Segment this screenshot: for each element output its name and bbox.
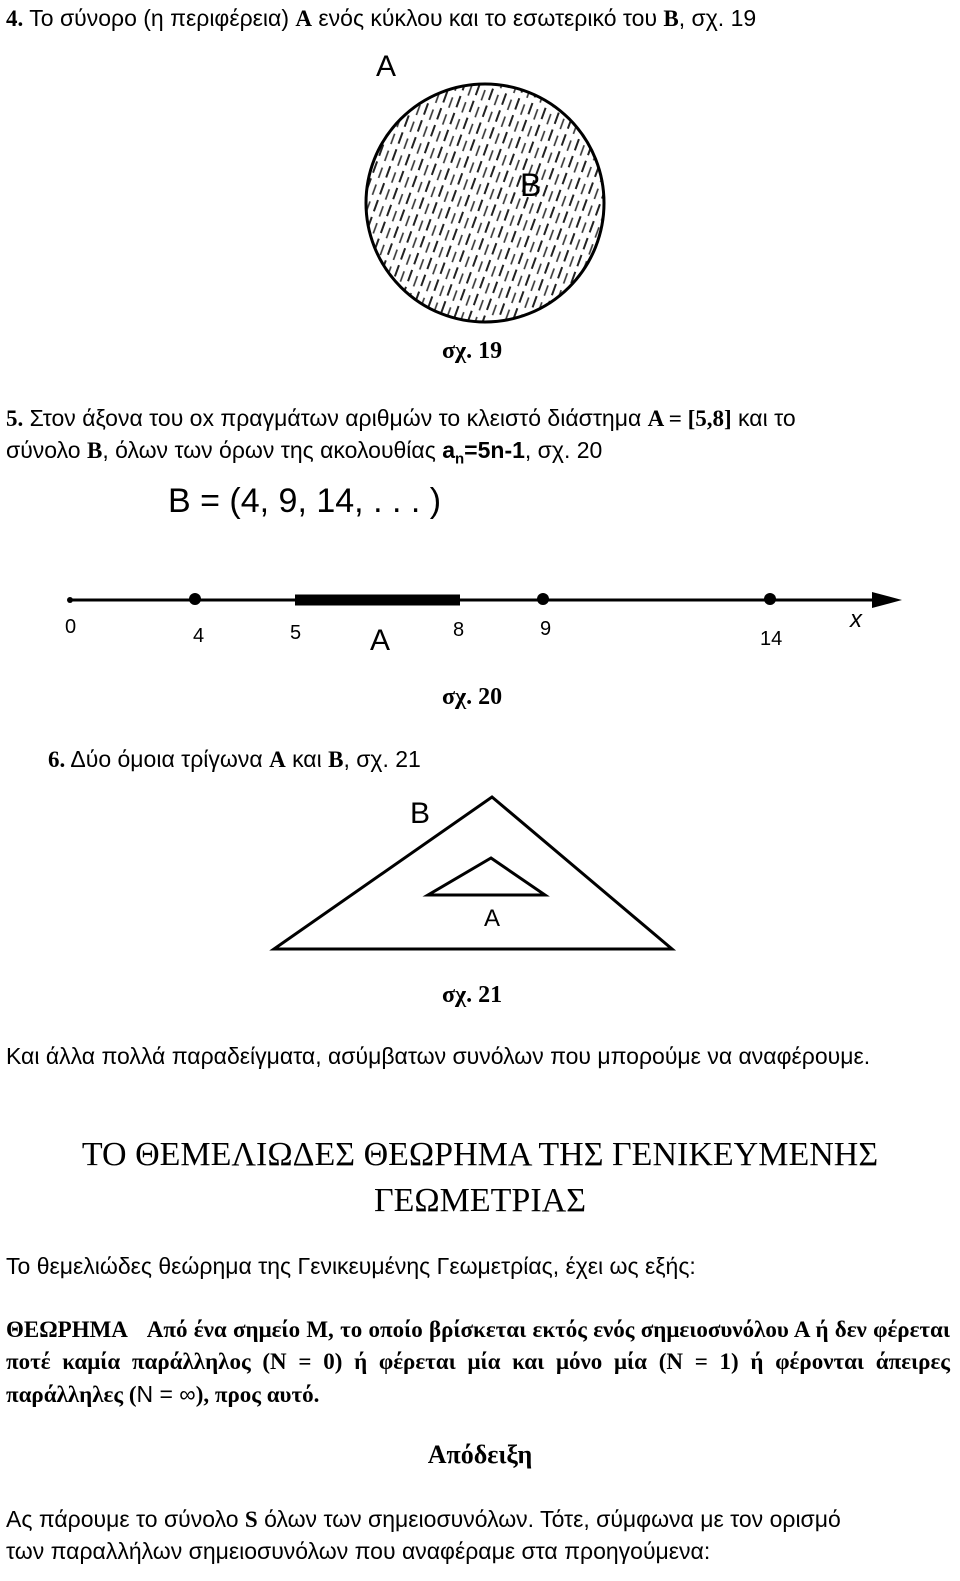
item-6 bbox=[48, 743, 421, 776]
caption-fig-19: σχ. 19 bbox=[442, 338, 503, 364]
item-text: , σχ. 20 bbox=[524, 437, 603, 463]
set-b: B bbox=[86, 438, 103, 463]
point-14 bbox=[764, 593, 776, 605]
interval-label: A bbox=[370, 624, 391, 657]
item-4 bbox=[6, 2, 756, 35]
item-text: Δύο όμοια τρίγωνα bbox=[65, 746, 270, 772]
proof-line-2: των παραλλήλων σημειοσυνόλων που αναφέραμε στα προηγούμενα: bbox=[6, 1538, 711, 1564]
item-text: Στον άξονα του οx πραγμάτων αριθμών το κλειστό διάστημα bbox=[23, 405, 648, 431]
item-text: , σχ. 21 bbox=[343, 746, 421, 772]
label-a: A bbox=[376, 50, 397, 83]
item-text: Το σύνορο (η περιφέρεια) bbox=[29, 5, 296, 31]
item-text: ενός κύκλου και το εσωτερικό του bbox=[312, 5, 664, 31]
arrow-icon bbox=[872, 592, 902, 608]
tick-label: 9 bbox=[540, 618, 552, 640]
set-s: S bbox=[244, 1507, 258, 1532]
figure-20-number-line bbox=[40, 470, 920, 670]
item-5-line-1 bbox=[6, 402, 796, 435]
interval-a: A = [5,8] bbox=[647, 406, 732, 431]
set-b-definition: B = (4, 9, 14, . . . ) bbox=[168, 482, 442, 520]
sequence-symbol: a bbox=[442, 437, 455, 463]
caption-fig-21: σχ. 21 bbox=[442, 982, 503, 1008]
triangle-b: B bbox=[328, 747, 344, 772]
item-text: , σχ. 19 bbox=[678, 5, 757, 31]
theorem-label: ΘΕΩΡΗΜΑ bbox=[6, 1317, 128, 1342]
origin-tick bbox=[67, 597, 73, 603]
item-number: 6. bbox=[48, 747, 66, 772]
tick-label: 14 bbox=[760, 628, 783, 650]
triangle-a: A bbox=[269, 747, 286, 772]
figure-19-circle bbox=[340, 50, 630, 330]
label-b: B bbox=[520, 167, 542, 203]
sequence-subscript: n bbox=[455, 450, 465, 468]
point-4 bbox=[189, 593, 201, 605]
proof-text: Ας πάρουμε το σύνολο bbox=[6, 1506, 245, 1532]
item-number: 5. bbox=[6, 406, 24, 431]
theorem-text: Από ένα σημείο Μ, το οποίο βρίσκεται εκτός ενός σημειοσυνόλου Α ή δεν φέρεται ποτέ καμία παράλληλος (Ν = 0) ή φέρεται μία και μόνο μία (Ν = 1) ή φέρονται άπειρες παράλληλες ( bbox=[6, 1317, 950, 1407]
sequence-formula: =5n-1 bbox=[464, 437, 525, 463]
proof-title: Απόδειξη bbox=[427, 1440, 533, 1469]
set-a: A bbox=[295, 6, 313, 31]
caption-fig-20: σχ. 20 bbox=[442, 684, 503, 710]
circle-boundary bbox=[366, 84, 604, 322]
proof-line-1 bbox=[6, 1503, 841, 1536]
closing-line: Και άλλα πολλά παραδείγματα, ασύμβατων συνόλων που μπορούμε να αναφέρουμε. bbox=[6, 1043, 871, 1069]
axis-label: x bbox=[850, 606, 862, 633]
proof-text: όλων των σημειοσυνόλων. Τότε, σύμφωνα με τον ορισμό bbox=[257, 1506, 841, 1532]
theorem-block bbox=[6, 1314, 950, 1411]
point-9 bbox=[537, 593, 549, 605]
label-b: B bbox=[410, 797, 431, 830]
item-text: και το bbox=[731, 405, 796, 431]
item-number: 4. bbox=[6, 6, 24, 31]
intro-line: Το θεμελιώδες θεώρημα της Γενικευμένης Γεωμετρίας, έχει ως εξής: bbox=[6, 1253, 696, 1279]
item-text: σύνολο bbox=[6, 437, 87, 463]
triangle-b-outline bbox=[274, 797, 672, 949]
theorem-text: ), προς αυτό. bbox=[195, 1382, 320, 1407]
item-text: , όλων των όρων της ακολουθίας bbox=[102, 437, 443, 463]
set-b: B bbox=[663, 6, 679, 31]
tick-label: 4 bbox=[193, 625, 205, 647]
theorem-formula: N = ∞ bbox=[136, 1381, 196, 1407]
tick-label: 8 bbox=[453, 619, 465, 641]
item-text: και bbox=[285, 746, 329, 772]
label-a: A bbox=[484, 905, 501, 932]
section-heading-line-2: ΓΕΩΜΕΤΡΙΑΣ bbox=[373, 1182, 587, 1219]
tick-label: 0 bbox=[65, 616, 77, 638]
section-heading-line-1: ΤΟ ΘΕΜΕΛΙΩΔΕΣ ΘΕΩΡΗΜΑ ΤΗΣ ΓΕΝΙΚΕΥΜΕΝΗΣ bbox=[81, 1136, 879, 1173]
tick-label: 5 bbox=[290, 622, 302, 644]
triangle-a-outline bbox=[428, 858, 545, 895]
figure-21-triangles bbox=[260, 785, 690, 960]
